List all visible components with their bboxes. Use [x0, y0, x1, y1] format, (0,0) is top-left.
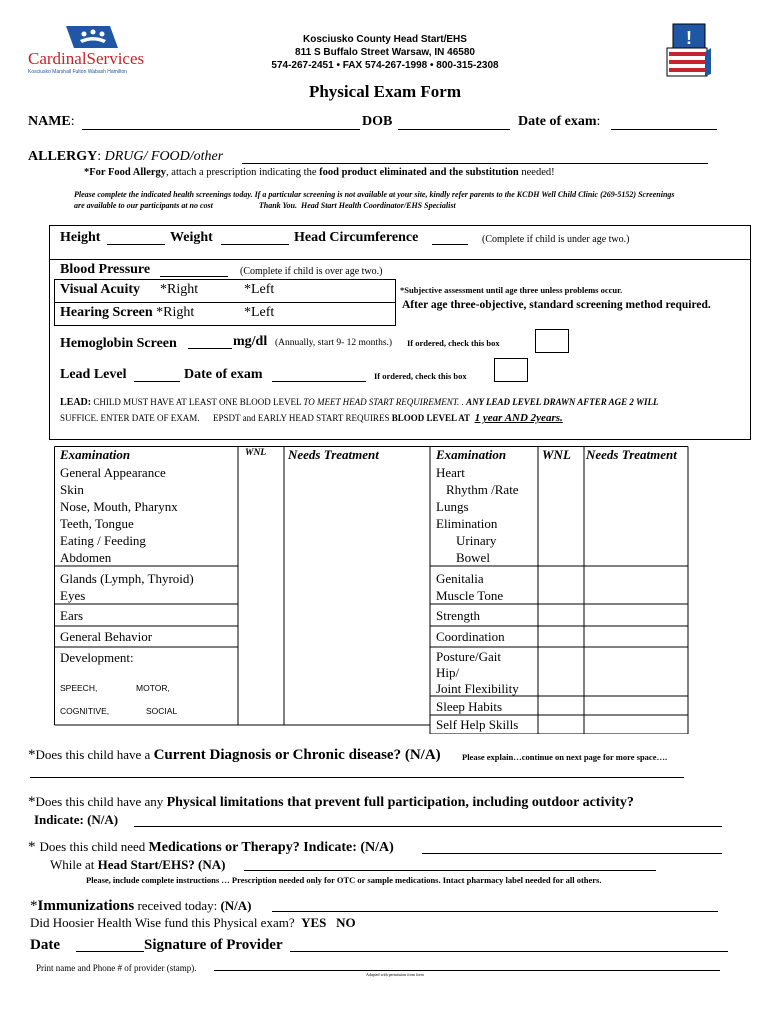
- exam-item: Bowel: [456, 550, 490, 565]
- hearing-screen-label: Hearing Screen: [60, 305, 153, 320]
- subjective-note: *Subjective assessment until age three unless problems occur.: [400, 285, 623, 295]
- date-label: Date: [30, 937, 60, 953]
- hearing-left-label: *Left: [244, 305, 275, 320]
- hemoglobin-ordered-checkbox[interactable]: [535, 329, 569, 353]
- header-wnl-right: WNL: [542, 447, 571, 462]
- svg-text:!: !: [686, 28, 692, 48]
- exam-item: Rhythm /Rate: [446, 482, 519, 497]
- question-physical-limitations: *Does this child have any Physical limitations that prevent full participation, including outdoor activity?: [28, 794, 634, 810]
- allergy-label: ALLERGY: [28, 149, 98, 164]
- visual-left-label: *Left: [244, 282, 275, 297]
- exam-item: Eyes: [60, 588, 86, 603]
- date-of-exam-label: Date of exam: [518, 114, 597, 129]
- medications-instructions: Please, include complete instructions … Prescription needed only for OTC or sample medications. Intact pharmacy label needed for all others.: [86, 875, 602, 885]
- header-wnl-left: WNL: [245, 448, 267, 458]
- signature-label: Signature of Provider: [144, 937, 283, 953]
- lead-requirement-line1: LEAD: CHILD MUST HAVE AT LEAST ONE BLOOD LEVEL TO MEET HEAD START REQUIREMENT. . ANY LEAD LEVEL DRAWN AFTER AGE 2 WILL: [60, 397, 659, 408]
- exam-item: Muscle Tone: [436, 588, 504, 603]
- exam-item: Self Help Skills: [436, 717, 519, 732]
- lead-requirement-line2: SUFFICE. ENTER DATE OF EXAM. EPSDT and EARLY HEAD START REQUIRES BLOOD LEVEL AT 1 year AND 2years.: [60, 412, 563, 424]
- blood-pressure-note: (Complete if child is over age two.): [240, 266, 383, 277]
- lead-date-label: Date of exam: [184, 367, 263, 382]
- head-circumference-field[interactable]: [432, 244, 468, 245]
- exam-item: General Behavior: [60, 629, 153, 644]
- physical-limitations-field[interactable]: [134, 826, 722, 827]
- lead-date-field[interactable]: [272, 381, 366, 382]
- height-field[interactable]: [107, 244, 165, 245]
- visual-right-label: *Right: [160, 282, 199, 297]
- exam-item: Joint Flexibility: [436, 681, 519, 696]
- logo-tagline: Kosciusko Marshall Fulton Wabash Hamilton: [28, 69, 128, 75]
- height-label: Height: [60, 230, 101, 245]
- question-chronic-disease: *Does this child have a Current Diagnosis or Chronic disease? (N/A): [28, 747, 441, 763]
- org-phones: 574-267-2451 • FAX 574-267-1998 • 800-315-2308: [271, 60, 499, 71]
- medications-while-at: While at Head Start/EHS? (NA): [50, 857, 226, 872]
- question-immunizations: *Immunizations received today: (N/A): [30, 898, 252, 914]
- blood-pressure-label: Blood Pressure: [60, 262, 151, 277]
- exam-item: Genitalia: [436, 571, 484, 586]
- date-field[interactable]: [76, 951, 144, 952]
- print-name-label: Print name and Phone # of provider (stamp).: [36, 963, 197, 973]
- medications-while-field[interactable]: [244, 870, 656, 871]
- exam-item: Eating / Feeding: [60, 533, 146, 548]
- form-title: Physical Exam Form: [308, 82, 462, 101]
- exam-item: Elimination: [436, 516, 498, 531]
- hemoglobin-field[interactable]: [188, 348, 232, 349]
- exam-item: Hip/: [436, 665, 460, 680]
- date-of-exam-field[interactable]: [611, 129, 717, 130]
- exam-item: Nose, Mouth, Pharynx: [60, 499, 178, 514]
- hoosier-no[interactable]: NO: [336, 915, 356, 930]
- visual-acuity-label: Visual Acuity: [60, 282, 140, 297]
- exam-item: Ears: [60, 608, 84, 623]
- food-allergy-note: *For Food Allergy, attach a prescription indicating the food product eliminated and the substitution needed!: [84, 167, 555, 178]
- header-examination-right: Examination: [436, 447, 507, 462]
- signature-field[interactable]: [290, 951, 728, 952]
- question-medications: * Does this child need Medications or Therapy? Indicate: (N/A): [28, 839, 394, 855]
- blocks-flag-icon: [665, 22, 713, 78]
- lead-level-label: Lead Level: [60, 367, 127, 382]
- exam-item: Urinary: [456, 533, 497, 548]
- immunizations-field[interactable]: [272, 911, 718, 912]
- weight-label: Weight: [170, 230, 213, 245]
- hemoglobin-note: (Annually, start 9- 12 months.): [275, 338, 393, 348]
- exam-item: Glands (Lymph, Thyroid): [60, 571, 194, 586]
- hemoglobin-label: Hemoglobin Screen: [60, 336, 177, 351]
- head-start-blocks-logo: [665, 22, 713, 78]
- name-field[interactable]: [82, 129, 360, 130]
- org-address: 811 S Buffalo Street Warsaw, IN 46580: [295, 47, 475, 58]
- head-circumference-note: (Complete if child is under age two.): [482, 234, 630, 245]
- exam-group-genitalia: [436, 570, 503, 604]
- logo-wordmark: CardinalServices: [28, 49, 145, 68]
- exam-item: Development:: [60, 650, 134, 665]
- lead-ordered-checkbox[interactable]: [494, 358, 528, 382]
- dev-cognitive: COGNITIVE,: [60, 706, 110, 716]
- hearing-right-label: *Right: [156, 305, 195, 320]
- hoosier-health-wise-question: Did Hoosier Health Wise fund this Physical exam? YES NO: [30, 915, 356, 930]
- dob-label: DOB: [362, 114, 393, 129]
- header-needs-treatment-right: Needs Treatment: [586, 447, 677, 462]
- allergy-field[interactable]: [242, 163, 708, 164]
- allergy-types: DRUG/ FOOD/other: [104, 149, 224, 164]
- physical-limitations-indicate: Indicate: (N/A): [34, 812, 119, 827]
- objective-note: After age three-objective, standard screening method required.: [402, 299, 711, 311]
- instructions-line-2: are available to our participants at no cost Thank You. Head Start Health Coordinator/EHS Specialist: [74, 201, 456, 210]
- instructions-line-1: Please complete the indicated health screenings today. If a particular screening is not available at your site, kindly refer parents to the KCDH Well Child Clinic (269-5152) Screenings: [74, 190, 675, 199]
- weight-field[interactable]: [221, 244, 289, 245]
- hoosier-yes[interactable]: YES: [301, 915, 327, 930]
- lead-level-field[interactable]: [134, 381, 180, 382]
- exam-item: Skin: [60, 482, 84, 497]
- medications-field[interactable]: [422, 853, 722, 854]
- chronic-disease-note: Please explain…continue on next page for more space….: [462, 752, 668, 762]
- hemoglobin-unit: mg/dl: [233, 334, 268, 349]
- exam-item: Strength: [436, 608, 481, 623]
- exam-item: Coordination: [436, 629, 505, 644]
- chronic-disease-field[interactable]: [30, 777, 684, 778]
- dev-speech: SPEECH,: [60, 683, 98, 693]
- footer-small-text: Adapted with permission from form: [366, 972, 424, 977]
- exam-group-heart: [436, 464, 519, 566]
- exam-item: Abdomen: [60, 550, 112, 565]
- dev-social: SOCIAL: [146, 706, 178, 716]
- exam-group-general: [60, 464, 178, 566]
- lead-if-ordered: If ordered, check this box: [374, 371, 467, 381]
- exam-item: Lungs: [436, 499, 469, 514]
- dev-motor: MOTOR,: [136, 683, 170, 693]
- exam-item: Teeth, Tongue: [60, 516, 134, 531]
- org-name: Kosciusko County Head Start/EHS: [303, 34, 467, 45]
- exam-item: Sleep Habits: [436, 699, 503, 714]
- head-circumference-label: Head Circumference: [294, 230, 419, 245]
- hemoglobin-if-ordered: If ordered, check this box: [407, 338, 500, 348]
- exam-item: General Appearance: [60, 465, 166, 480]
- exam-item: Posture/Gait: [436, 649, 501, 664]
- exam-item: Heart: [436, 465, 465, 480]
- exam-group-posture: [436, 649, 519, 697]
- print-name-field[interactable]: [214, 970, 720, 971]
- examination-table: [54, 446, 700, 734]
- name-label: NAME: [28, 114, 71, 129]
- header-needs-treatment-left: Needs Treatment: [288, 447, 379, 462]
- blood-pressure-field[interactable]: [160, 276, 228, 277]
- dob-field[interactable]: [398, 129, 510, 130]
- exam-group-glands: [60, 570, 194, 604]
- header-examination-left: Examination: [60, 447, 131, 462]
- screenings-divider: [49, 259, 751, 260]
